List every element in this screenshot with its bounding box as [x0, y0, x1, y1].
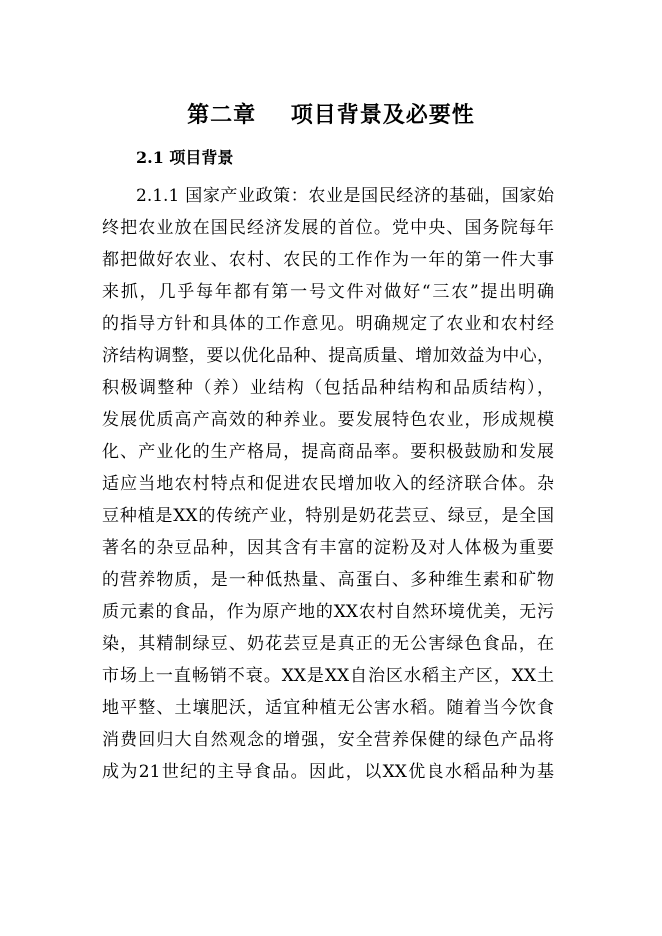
chapter-title: 第二章 项目背景及必要性: [187, 103, 475, 128]
paragraph-line: 济结构调整，要以优化品种、提高质量、增加效益为中心，: [102, 346, 554, 366]
paragraph-line: 成为21世纪的主导食品。因此，以XX优良水稻品种为基: [102, 762, 554, 782]
paragraph-line: 的指导方针和具体的工作意见。明确规定了农业和农村经: [102, 314, 554, 334]
paragraph-line: 地平整、土壤肥沃，适宜种植无公害水稻。随着当今饮食: [102, 698, 554, 718]
paragraph-line: 豆种植是XX的传统产业，特别是奶花芸豆、绿豆，是全国: [102, 506, 554, 526]
paragraph-line: 消费回归大自然观念的增强，安全营养保健的绿色产品将: [102, 730, 554, 750]
paragraph-line: 来抓，几乎每年都有第一号文件对做好“三农”提出明确: [102, 282, 554, 302]
paragraph-line: 适应当地农村特点和促进农民增加收入的经济联合体。杂: [102, 474, 554, 494]
paragraph-line: 化、产业化的生产格局，提高商品率。要积极鼓励和发展: [102, 442, 554, 462]
paragraph-line: 都把做好农业、农村、农民的工作作为一年的第一件大事: [102, 250, 554, 270]
paragraph-line: 发展优质高产高效的种养业。要发展特色农业，形成规模: [102, 410, 554, 430]
paragraph-line: 终把农业放在国民经济发展的首位。党中央、国务院每年: [102, 218, 554, 238]
paragraph-line: 著名的杂豆品种，因其含有丰富的淀粉及对人体极为重要: [102, 538, 554, 558]
paragraph-line: 的营养物质，是一种低热量、高蛋白、多种维生素和矿物: [102, 570, 554, 590]
paragraph-line: 2.1.1 国家产业政策：农业是国民经济的基础，国家始: [136, 186, 554, 206]
paragraph-line: 积极调整种（养）业结构（包括品种结构和品质结构），: [102, 378, 554, 398]
paragraph-line: 市场上一直畅销不衰。XX是XX自治区水稻主产区，XX土: [102, 666, 554, 686]
paragraph-line: 质元素的食品，作为原产地的XX农村自然环境优美，无污: [102, 602, 554, 622]
paragraph-line: 染，其精制绿豆、奶花芸豆是真正的无公害绿色食品，在: [102, 634, 554, 654]
section-heading: 2.1 项目背景: [136, 148, 234, 167]
